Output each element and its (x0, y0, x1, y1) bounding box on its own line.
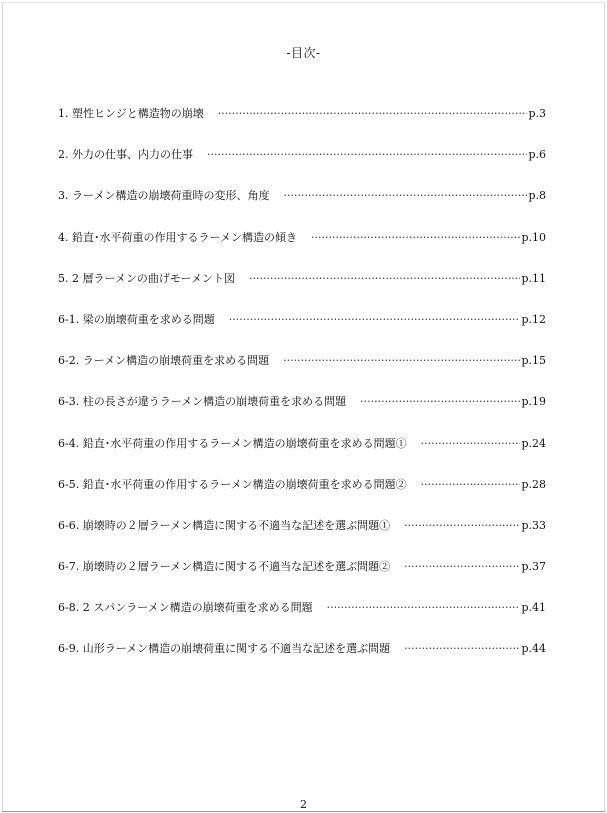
toc-dot-leader (207, 147, 527, 163)
toc-entry-page: p.15 (521, 354, 546, 368)
toc-entry-label: 6-3. 柱の長さが違うラーメン構造の崩壊荷重を求める問題 (58, 395, 347, 409)
toc-entry-6-4[interactable] (58, 436, 546, 477)
toc-entry-label: 6-5. 鉛直･水平荷重の作用するラーメン構造の崩壊荷重を求める問題② (58, 477, 407, 491)
toc-dot-leader (249, 271, 521, 287)
toc-entry-6-3[interactable] (58, 394, 546, 435)
toc-entry-page: p.24 (521, 436, 546, 450)
toc-entry-label: 6-4. 鉛直･水平荷重の作用するラーメン構造の崩壊荷重を求める問題① (58, 436, 407, 450)
toc-entry-page: p.37 (521, 560, 546, 574)
toc-entry-page: p.19 (521, 395, 546, 409)
toc-dot-leader (311, 230, 521, 246)
toc-entry-page: p.33 (521, 518, 546, 532)
toc-dot-leader (283, 188, 527, 204)
toc-entry-5[interactable] (58, 271, 546, 312)
toc-entry-label: 5. 2 層ラーメンの曲げモーメント図 (58, 271, 235, 285)
toc-dot-leader (421, 436, 521, 452)
toc-entry-6-6[interactable] (58, 518, 546, 559)
toc-entry-page: p.10 (521, 230, 546, 244)
page-bottom-edge (2, 811, 605, 812)
toc-entry-label: 4. 鉛直･水平荷重の作用するラーメン構造の傾き (58, 230, 297, 244)
toc-entry-label: 6-8. 2 スパンラーメン構造の崩壊荷重を求める問題 (58, 601, 313, 615)
toc-dot-leader (404, 559, 520, 575)
toc-entry-label: 6-7. 崩壊時の２層ラーメン構造に関する不適当な記述を選ぶ問題② (58, 560, 391, 574)
toc-entry-label: 1. 塑性ヒンジと構造物の崩壊 (58, 107, 204, 120)
toc-entry-label: 6-2. ラーメン構造の崩壊荷重を求める問題 (58, 354, 270, 368)
toc-entry-4[interactable] (58, 230, 546, 271)
toc-entry-label: 2. 外力の仕事、内力の仕事 (58, 148, 193, 162)
page-title: -目次- (286, 46, 321, 60)
toc-entry-label: 6-1. 梁の崩壊荷重を求める問題 (58, 312, 215, 326)
toc-entry-label: 3. ラーメン構造の崩壊荷重時の変形、角度 (58, 189, 270, 203)
toc-dot-leader (229, 312, 521, 328)
toc-dot-leader (360, 394, 520, 410)
table-of-contents (58, 106, 546, 683)
page-number: 2 (300, 798, 307, 811)
toc-entry-page: p.11 (521, 271, 546, 285)
toc-entry-6-5[interactable] (58, 477, 546, 518)
toc-entry-label: 6-9. 山形ラーメン構造の崩壊荷重に関する不適当な記述を選ぶ問題 (58, 642, 391, 656)
toc-entry-page: p.41 (521, 601, 546, 615)
toc-dot-leader (404, 518, 520, 534)
toc-entry-page: p.12 (521, 312, 546, 326)
toc-entry-3[interactable] (58, 188, 546, 229)
toc-entry-page: p.3 (528, 107, 546, 120)
toc-entry-6-8[interactable] (58, 600, 546, 641)
toc-entry-6-2[interactable] (58, 353, 546, 394)
toc-dot-leader (421, 477, 521, 493)
toc-dot-leader (404, 641, 520, 657)
toc-entry-6-7[interactable] (58, 559, 546, 600)
toc-entry-6-9[interactable] (58, 641, 546, 682)
toc-dot-leader (218, 106, 528, 122)
toc-dot-leader (327, 600, 521, 616)
toc-dot-leader (283, 353, 520, 369)
toc-entry-label: 6-6. 崩壊時の２層ラーメン構造に関する不適当な記述を選ぶ問題① (58, 518, 391, 532)
toc-entry-page: p.8 (528, 189, 546, 203)
toc-entry-page: p.28 (521, 477, 546, 491)
toc-entry-2[interactable] (58, 147, 546, 188)
toc-entry-6-1[interactable] (58, 312, 546, 353)
toc-entry-page: p.6 (528, 148, 546, 162)
toc-entry-1[interactable] (58, 106, 546, 147)
toc-entry-page: p.44 (521, 642, 546, 656)
